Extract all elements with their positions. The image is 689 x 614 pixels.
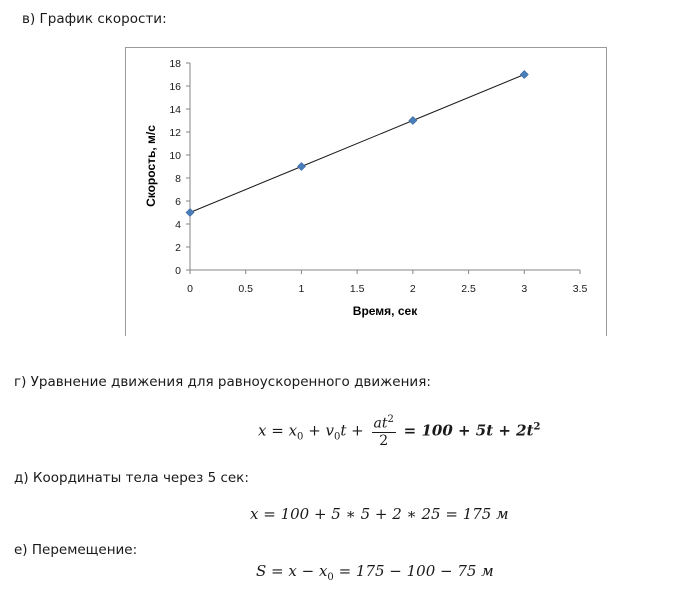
velocity-series bbox=[186, 71, 528, 217]
y-tick-label: 14 bbox=[169, 104, 181, 116]
coordinate-equation: x = 100 + 5 ∗ 5 + 2 ∗ 25 = 175 м bbox=[250, 505, 509, 523]
motion-eq-v0-sub: 0 bbox=[334, 431, 341, 443]
data-point-marker bbox=[297, 163, 305, 171]
section-v-heading: в) График скорости: bbox=[22, 11, 167, 27]
x-tick-label: 2 bbox=[409, 283, 416, 295]
motion-eq-frac-den: 2 bbox=[379, 432, 389, 449]
disp-eq-sub: 0 bbox=[327, 572, 334, 583]
displacement-equation bbox=[256, 562, 494, 583]
data-point-marker bbox=[520, 71, 528, 79]
x-tick-label: 1 bbox=[298, 283, 305, 295]
motion-eq-lhs: x = x bbox=[258, 421, 298, 440]
x-tick-label: 2.5 bbox=[461, 283, 476, 295]
motion-eq-frac-sup: 2 bbox=[387, 414, 394, 425]
y-tick-label: 18 bbox=[169, 58, 181, 70]
motion-eq-plus-v: + v bbox=[308, 421, 334, 440]
x-axis bbox=[187, 270, 587, 295]
motion-eq-x0-sub: 0 bbox=[297, 431, 304, 443]
data-point-marker bbox=[409, 117, 417, 125]
x-tick-label: 3.5 bbox=[572, 283, 588, 295]
x-tick-label: 1.5 bbox=[349, 283, 365, 295]
motion-eq-rhs: = 100 + 5t + 2t bbox=[403, 421, 534, 440]
motion-eq-frac-num: at bbox=[373, 415, 388, 432]
x-tick-label: 3 bbox=[521, 283, 528, 295]
section-e-heading: е) Перемещение: bbox=[14, 542, 138, 558]
y-tick-label: 16 bbox=[169, 81, 181, 93]
section-d-heading: д) Координаты тела через 5 сек: bbox=[14, 470, 249, 486]
x-tick-label: 0 bbox=[187, 283, 193, 295]
motion-eq-rhs-sup: 2 bbox=[533, 421, 541, 433]
y-tick-label: 0 bbox=[175, 265, 181, 277]
y-tick-label: 2 bbox=[175, 242, 181, 254]
y-tick-label: 4 bbox=[175, 219, 181, 231]
y-axis bbox=[169, 58, 190, 277]
y-tick-label: 12 bbox=[169, 127, 181, 139]
disp-eq-rhs: = 175 − 100 − 75 м bbox=[338, 562, 494, 580]
y-tick-label: 8 bbox=[175, 173, 181, 185]
section-g-heading: г) Уравнение движения для равноускоренного движения: bbox=[14, 374, 431, 390]
x-tick-label: 0.5 bbox=[238, 283, 254, 295]
y-tick-label: 6 bbox=[175, 196, 181, 208]
y-axis-label: Скорость, м/с bbox=[144, 125, 158, 207]
y-tick-label: 10 bbox=[169, 150, 181, 162]
motion-equation bbox=[258, 414, 541, 449]
motion-eq-t: t + bbox=[340, 421, 364, 440]
series-line bbox=[190, 75, 524, 213]
data-point-marker bbox=[186, 209, 194, 217]
disp-eq-lhs: S = x − x bbox=[256, 562, 328, 580]
x-axis-label: Время, сек bbox=[352, 304, 418, 318]
motion-eq-fraction bbox=[372, 414, 396, 449]
